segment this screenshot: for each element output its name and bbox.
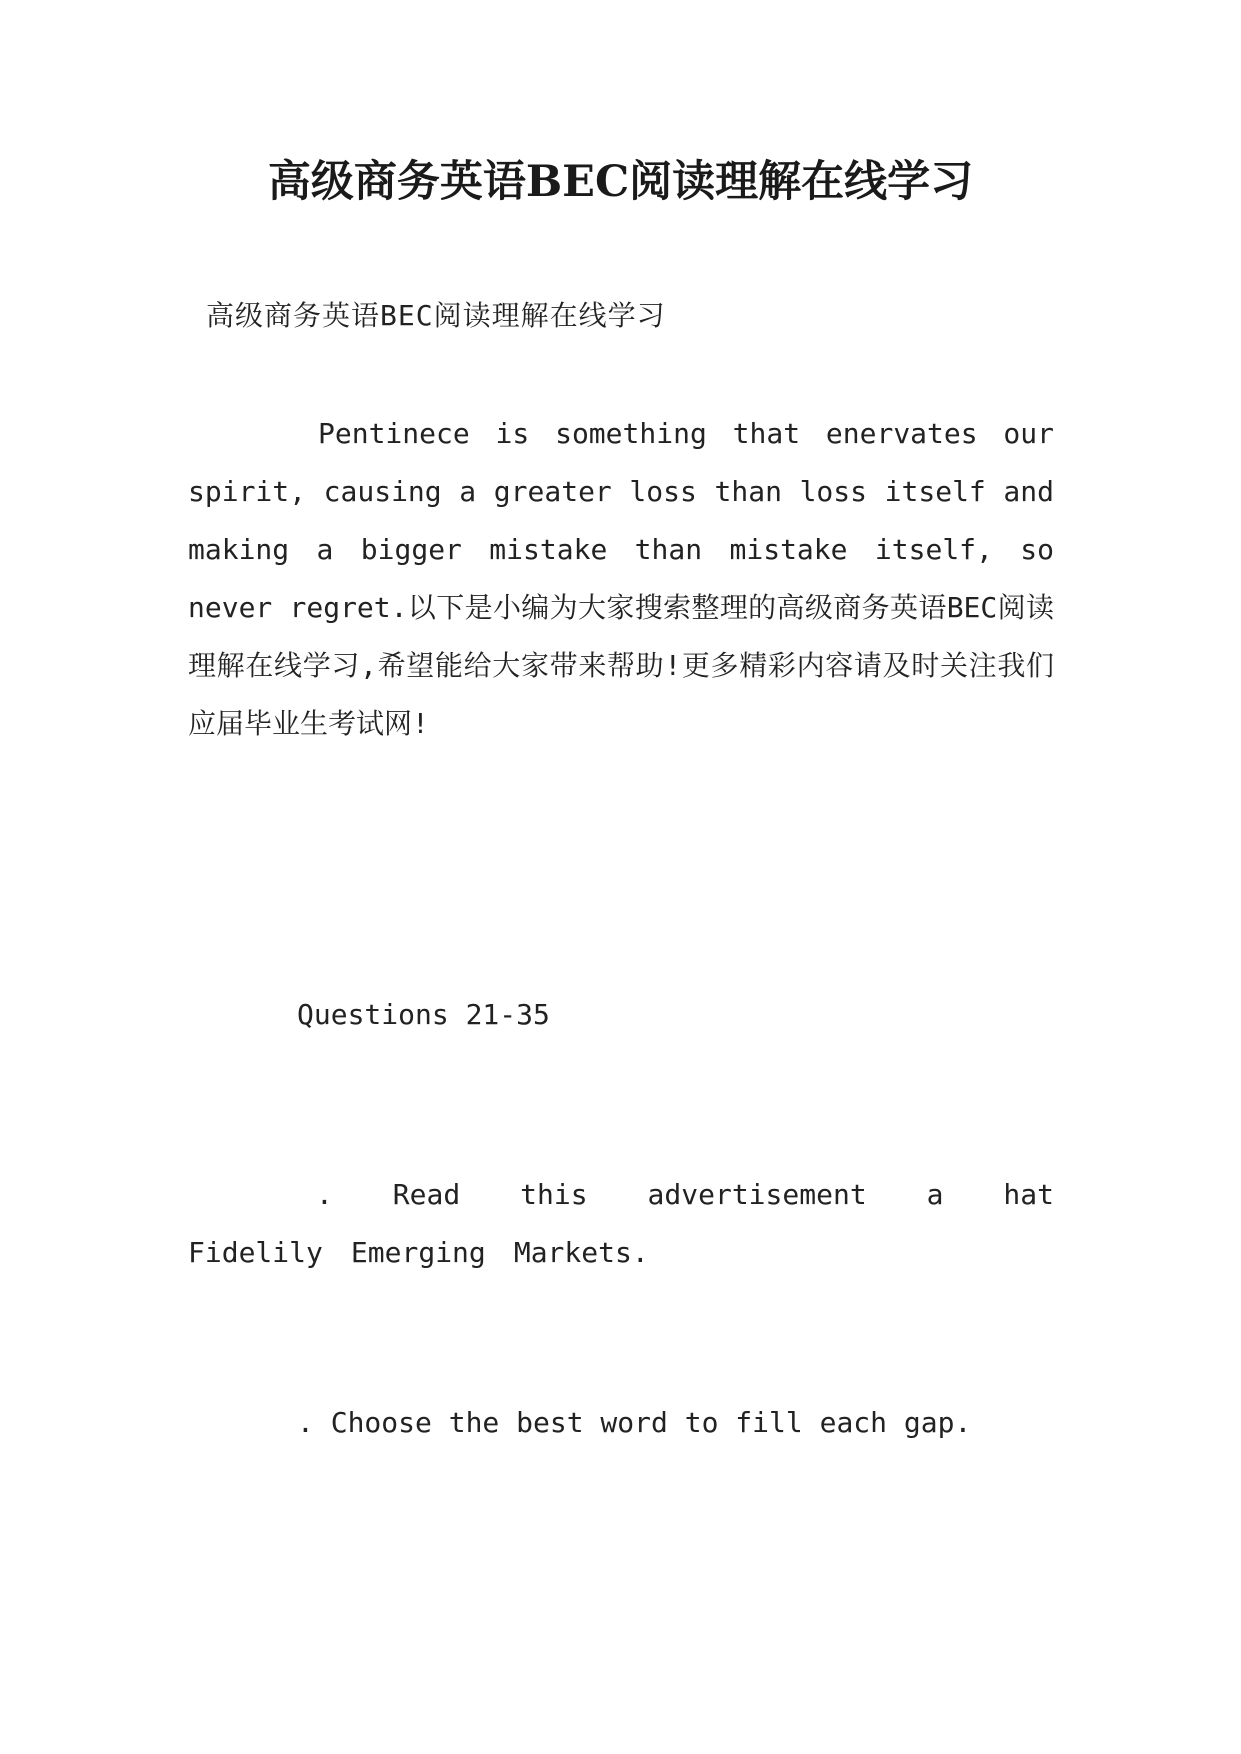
instruction-choose: . Choose the best word to fill each gap. xyxy=(297,1406,972,1439)
instruction-read: . Read this advertisement a hat Fidelily Emerging Markets. xyxy=(188,1178,1054,1269)
questions-heading: Questions 21-35 xyxy=(297,998,550,1031)
document-title: 高级商务英语BEC阅读理解在线学习 xyxy=(267,157,974,207)
intro-paragraph: Pentinece is something that enervates our spirit, causing a greater loss than loss itself and making a bigger mistake than mistake itself, so never regret.以下是小编为大家搜索整理的高级商务英语BEC阅读理解在线学习,希望能给大家带来帮助!更多精彩内容请及时关注我们应届毕业生考试网! xyxy=(188,417,1054,740)
document-subtitle: 高级商务英语BEC阅读理解在线学习 xyxy=(206,299,666,332)
